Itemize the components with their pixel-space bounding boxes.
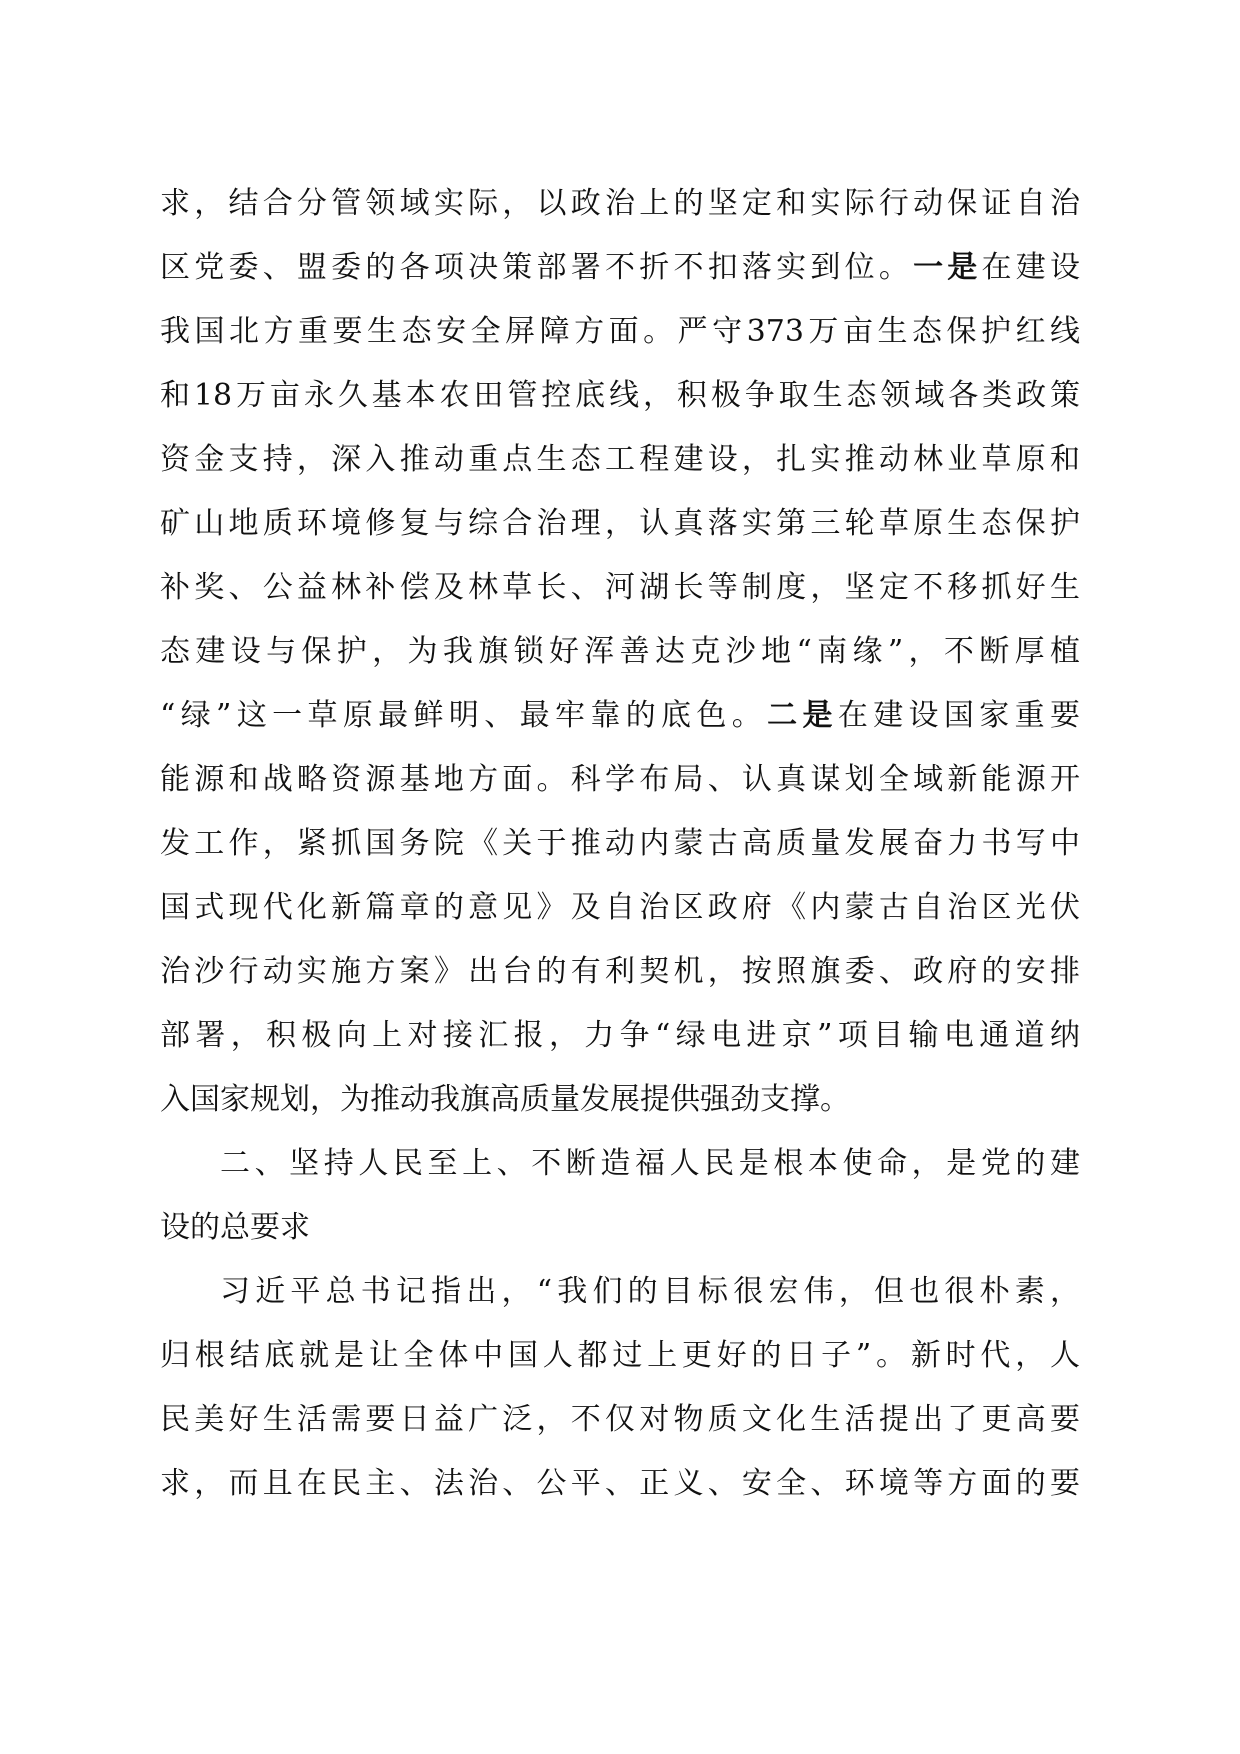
text-line (160, 1452, 1080, 1516)
section-heading-people-first (160, 1132, 1080, 1260)
emphasis-second: 二是 (767, 698, 838, 733)
paragraph-quote-xi (160, 1260, 1080, 1516)
text-line (160, 364, 1080, 428)
text-run: 归根结底就是让全体中国人都过上更好的日子”。新时代，人 (160, 1338, 1080, 1373)
paragraph-ecology-energy (160, 172, 1080, 1132)
text-line (160, 940, 1080, 1004)
text-run: 发工作，紧抓国务院《关于推动内蒙古高质量发展奋力书写中 (160, 826, 1080, 861)
text-line (160, 492, 1080, 556)
text-run: 二、坚持人民至上、不断造福人民是根本使命，是党的建 (220, 1146, 1080, 1181)
text-run: 矿山地质环境修复与综合治理，认真落实第三轮草原生态保护 (160, 506, 1080, 541)
text-run: 在建设国家重要 (837, 698, 1080, 733)
text-run: 习近平总书记指出，“我们的目标很宏伟，但也很朴素， (220, 1274, 1080, 1309)
text-line (160, 1388, 1080, 1452)
text-line (160, 1196, 1080, 1260)
text-line (160, 556, 1080, 620)
text-run: 和18万亩永久基本农田管控底线，积极争取生态领域各类政策 (160, 378, 1080, 413)
text-line (160, 172, 1080, 236)
text-run: 民美好生活需要日益广泛，不仅对物质文化生活提出了更高要 (160, 1402, 1080, 1437)
text-run: 求，而且在民主、法治、公平、正义、安全、环境等方面的要 (160, 1466, 1080, 1501)
emphasis-first: 一是 (913, 250, 982, 285)
text-run: 治沙行动实施方案》出台的有利契机，按照旗委、政府的安排 (160, 954, 1080, 989)
text-run: 能源和战略资源基地方面。科学布局、认真谋划全域新能源开 (160, 762, 1080, 797)
text-line (160, 236, 1080, 300)
text-line (160, 428, 1080, 492)
text-line (160, 1068, 1080, 1132)
text-run: 在建设 (981, 250, 1081, 285)
text-line (160, 1324, 1080, 1388)
text-line (160, 300, 1080, 364)
text-line (160, 748, 1080, 812)
text-line (160, 620, 1080, 684)
text-line (160, 876, 1080, 940)
text-line (160, 1132, 1080, 1196)
text-run: 态建设与保护，为我旗锁好浑善达克沙地“南缘”，不断厚植 (160, 634, 1080, 669)
text-run: 入国家规划，为推动我旗高质量发展提供强劲支撑。 (160, 1082, 850, 1117)
text-run: 设的总要求 (160, 1210, 310, 1245)
text-run: 资金支持，深入推动重点生态工程建设，扎实推动林业草原和 (160, 442, 1080, 477)
text-line (160, 1004, 1080, 1068)
text-line (160, 1260, 1080, 1324)
text-run: 部署，积极向上对接汇报，力争“绿电进京”项目输电通道纳 (160, 1018, 1080, 1053)
text-run: 国式现代化新篇章的意见》及自治区政府《内蒙古自治区光伏 (160, 890, 1080, 925)
text-line (160, 684, 1080, 748)
text-run: 求，结合分管领域实际，以政治上的坚定和实际行动保证自治 (160, 186, 1080, 221)
text-run: 补奖、公益林补偿及林草长、河湖长等制度，坚定不移抓好生 (160, 570, 1080, 605)
text-run: 区党委、盟委的各项决策部署不折不扣落实到位。 (160, 250, 914, 285)
text-run: 我国北方重要生态安全屏障方面。严守373万亩生态保护红线 (160, 314, 1080, 349)
text-run: “绿”这一草原最鲜明、最牢靠的底色。 (160, 698, 768, 733)
text-line (160, 812, 1080, 876)
